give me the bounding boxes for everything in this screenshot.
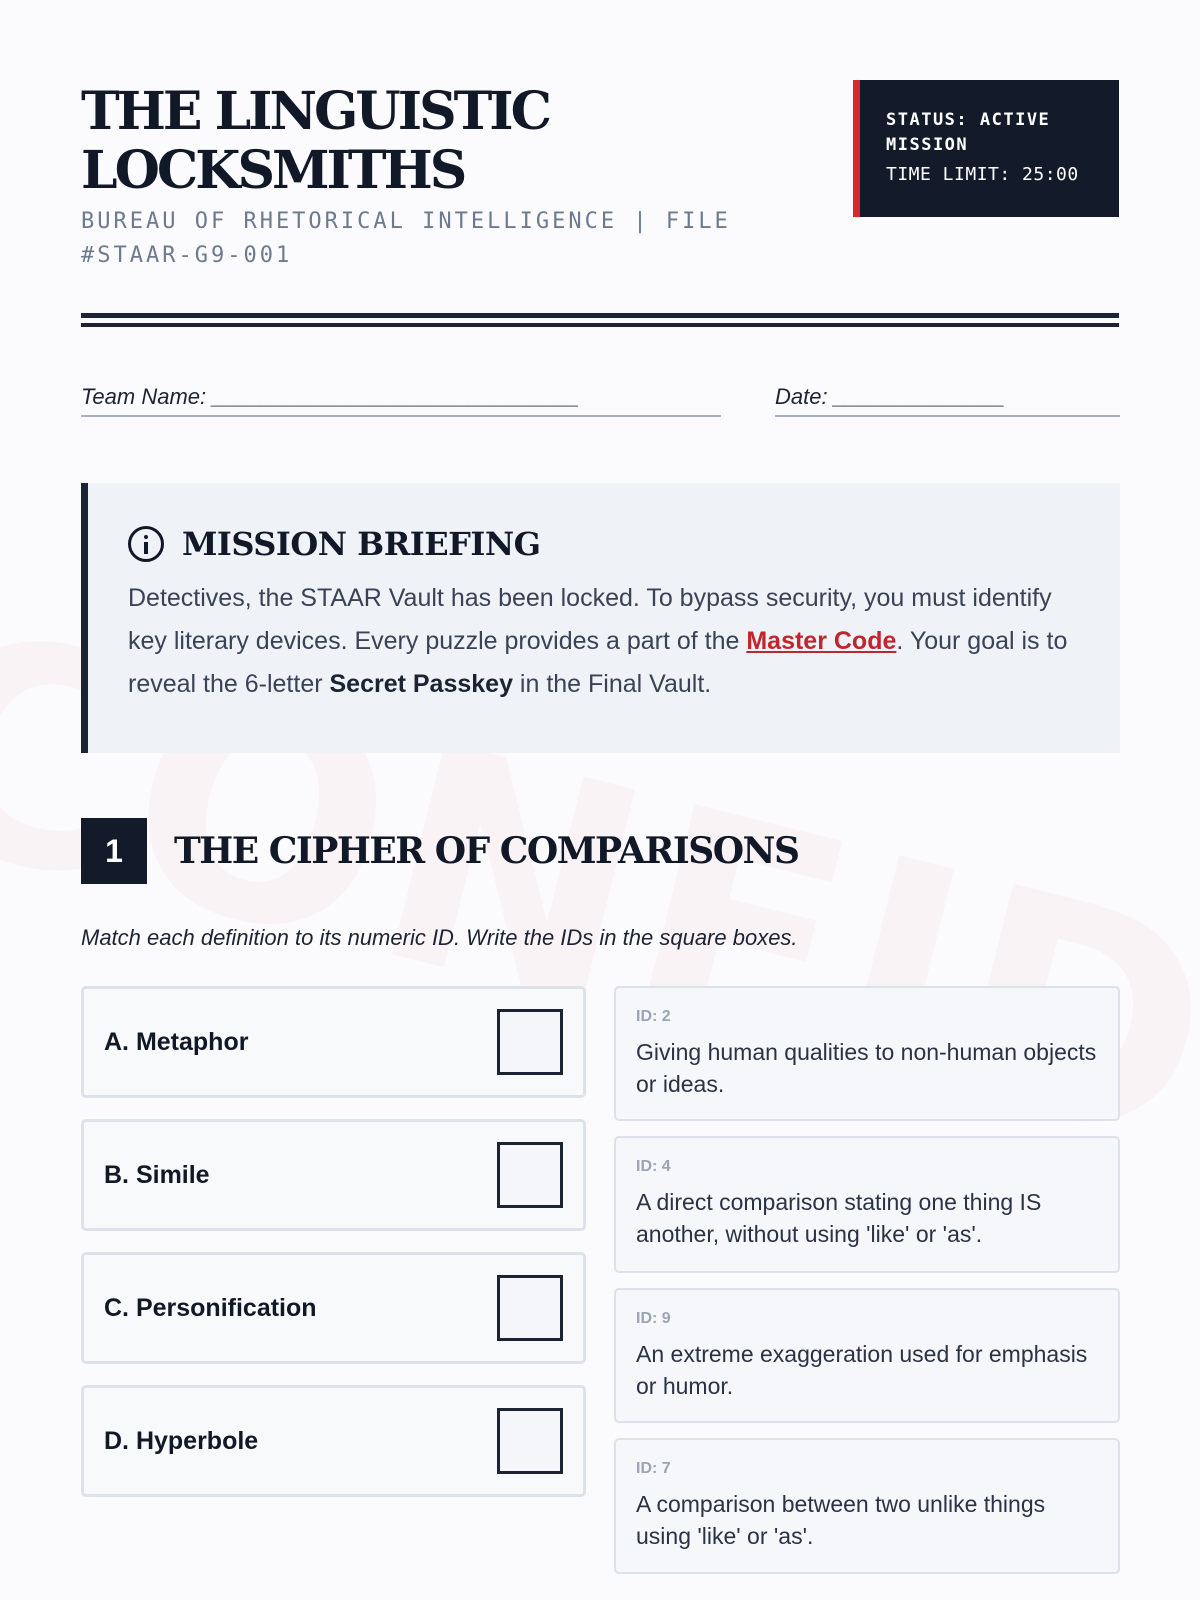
term-label: D. Hyperbole — [104, 1426, 259, 1455]
definition-text: Giving human qualities to non-human objects or ideas. — [636, 1039, 1097, 1097]
date-field[interactable]: Date: ______________ — [775, 380, 1120, 417]
briefing-title: MISSION BRIEFING — [182, 525, 541, 563]
answer-box-metaphor[interactable] — [497, 1009, 563, 1075]
time-limit-text: TIME LIMIT: 25:00 — [886, 164, 1079, 185]
header-divider — [81, 313, 1119, 327]
briefing-text-part-2: . Your goal is to reveal the 6-letter — [128, 627, 1068, 698]
definitions-column — [614, 986, 1120, 1589]
definition-id: ID: 7 — [636, 1460, 671, 1477]
secret-passkey-text: Secret Passkey — [329, 670, 513, 698]
answer-box-simile[interactable] — [497, 1142, 563, 1208]
definition-text: An extreme exaggeration used for emphasis or humor. — [636, 1341, 1088, 1399]
section-instructions: Match each definition to its numeric ID. Write the IDs in the square boxes. — [81, 925, 798, 950]
briefing-text — [128, 577, 1080, 706]
definition-card — [614, 1438, 1120, 1574]
term-card-personification — [81, 1252, 586, 1364]
term-label: B. Simile — [104, 1160, 210, 1189]
status-text: STATUS: ACTIVE MISSION — [886, 110, 1051, 155]
form-fields — [81, 380, 1119, 480]
answer-box-personification[interactable] — [497, 1275, 563, 1341]
term-label: A. Metaphor — [104, 1027, 249, 1056]
master-code-link: Master Code — [746, 627, 897, 655]
definition-id: ID: 2 — [636, 1008, 671, 1025]
terms-column — [81, 986, 586, 1518]
definition-card — [614, 1136, 1120, 1273]
briefing-text-part-1: Detectives, the STAAR Vault has been locked. To bypass security, you must identify key literary devices. Every puzzle provides a part of the — [128, 584, 1052, 655]
definition-id: ID: 9 — [636, 1310, 671, 1327]
file-subtitle: BUREAU OF RHETORICAL INTELLIGENCE | FILE #STAAR-G9-001 — [81, 209, 731, 268]
document-header — [81, 0, 1119, 300]
section-title: THE CIPHER OF COMPARISONS — [174, 830, 799, 872]
term-card-hyperbole — [81, 1385, 586, 1497]
document-title: THE LINGUISTIC LOCKSMITHS — [81, 81, 550, 201]
mission-briefing-panel — [81, 483, 1120, 753]
status-box — [853, 80, 1119, 217]
definition-text: A direct comparison stating one thing IS another, without using 'like' or 'as'. — [636, 1189, 1042, 1247]
section-1-header — [81, 818, 798, 884]
term-card-metaphor — [81, 986, 586, 1098]
term-card-simile — [81, 1119, 586, 1231]
definition-card — [614, 986, 1120, 1121]
section-number-badge: 1 — [81, 818, 147, 884]
briefing-text-part-3: in the Final Vault. — [512, 670, 712, 698]
definition-text: A comparison between two unlike things using 'like' or 'as'. — [636, 1491, 1046, 1549]
info-icon — [128, 526, 164, 562]
answer-box-hyperbole[interactable] — [497, 1408, 563, 1474]
definition-id: ID: 4 — [636, 1158, 671, 1175]
definition-card — [614, 1288, 1120, 1423]
term-label: C. Personification — [104, 1293, 317, 1322]
team-name-field[interactable]: Team Name: ______________________________ — [81, 380, 721, 417]
